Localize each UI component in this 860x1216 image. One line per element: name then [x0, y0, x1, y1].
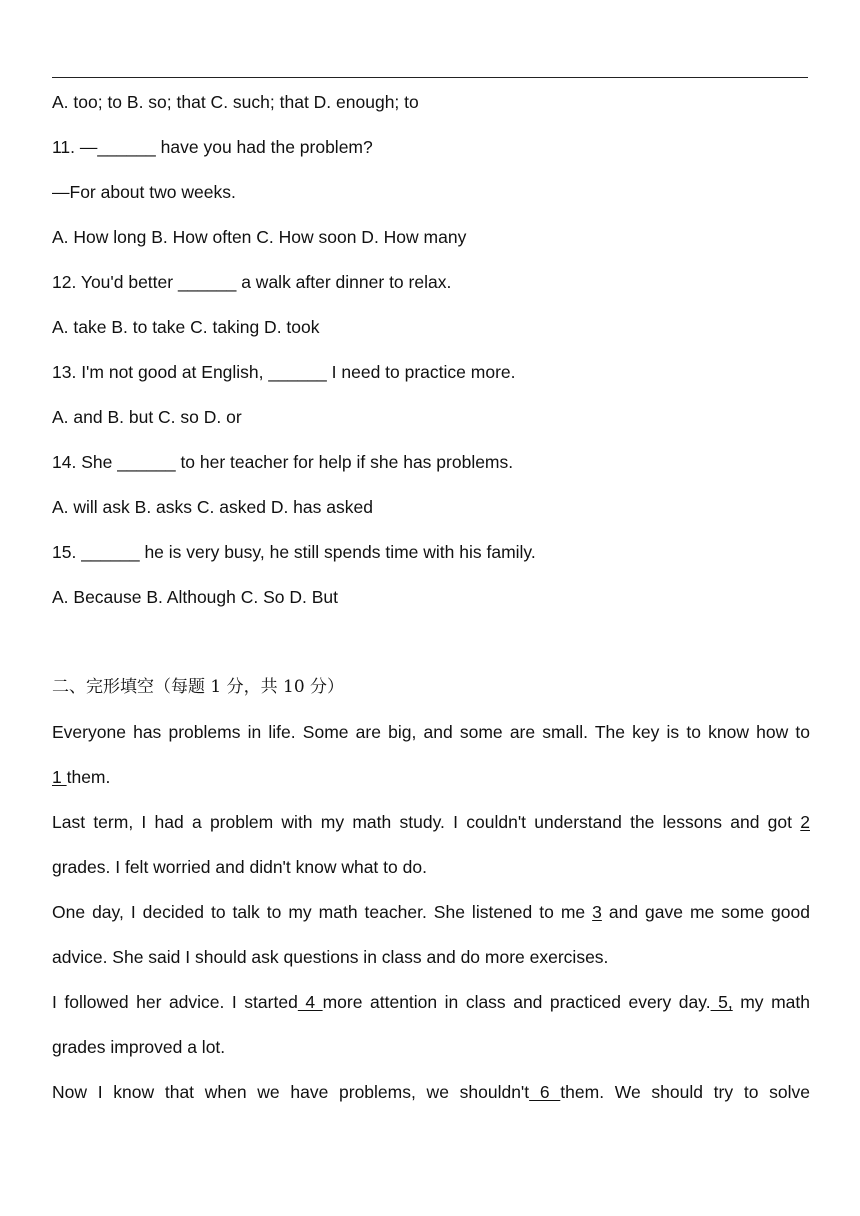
passage-p2-line1: [52, 810, 810, 834]
passage-text: I followed her advice. I started: [52, 992, 298, 1012]
passage-p1-line2: [52, 765, 810, 789]
q11-stem: 11. —______ have you had the problem?: [52, 137, 373, 157]
passage-p1-line1: Everyone has problems in life. Some are big, and some are small. The key is to know how to: [52, 722, 810, 742]
q12-options: A. take B. to take C. taking D. took: [52, 317, 320, 337]
q14-options: A. will ask B. asks C. asked D. has asked: [52, 497, 373, 517]
blank-6: 6: [529, 1082, 561, 1102]
blank-1: 1: [52, 767, 67, 787]
passage-p4-line1: [52, 990, 810, 1014]
passage-text: them. We should try to solve: [560, 1082, 810, 1102]
q15-stem: 15. ______ he is very busy, he still spends time with his family.: [52, 542, 536, 562]
blank-5: 5,: [710, 992, 733, 1012]
passage-text: Now I know that when we have problems, we shouldn't: [52, 1082, 530, 1102]
q12-stem: 12. You'd better ______ a walk after dinner to relax.: [52, 272, 452, 292]
q13-options: A. and B. but C. so D. or: [52, 407, 242, 427]
passage-text: more attention in class and practiced every day.: [322, 992, 711, 1012]
passage-p3-line1: [52, 900, 810, 924]
passage-text: One day, I decided to talk to my math teacher. She listened to me: [52, 902, 586, 922]
passage-text: and gave me some good: [608, 902, 810, 922]
passage-text: my math: [740, 992, 810, 1012]
blank-2: 2: [800, 812, 810, 832]
passage-text: them.: [66, 767, 111, 787]
q10-options: A. too; to B. so; that C. such; that D. enough; to: [52, 92, 419, 112]
header-rule: [52, 77, 808, 78]
q13-stem: 13. I'm not good at English, ______ I need to practice more.: [52, 362, 516, 382]
passage-text: Last term, I had a problem with my math study. I couldn't understand the lessons and got: [52, 812, 793, 832]
blank-3: 3: [592, 902, 602, 922]
q15-options: A. Because B. Although C. So D. But: [52, 587, 338, 607]
blank-4: 4: [297, 992, 323, 1012]
q11-answer: —For about two weeks.: [52, 182, 236, 202]
passage-p4-line2: grades improved a lot.: [52, 1037, 226, 1057]
q11-options: A. How long B. How often C. How soon D. How many: [52, 227, 467, 247]
passage-p5-line1: [52, 1080, 810, 1104]
q14-stem: 14. She ______ to her teacher for help if she has problems.: [52, 452, 514, 472]
passage-p2-line2: grades. I felt worried and didn't know what to do.: [52, 857, 427, 877]
passage-p3-line2: advice. She said I should ask questions in class and do more exercises.: [52, 947, 609, 967]
section-heading: 二、完形填空（每题 1 分，共 10 分）: [52, 677, 345, 697]
